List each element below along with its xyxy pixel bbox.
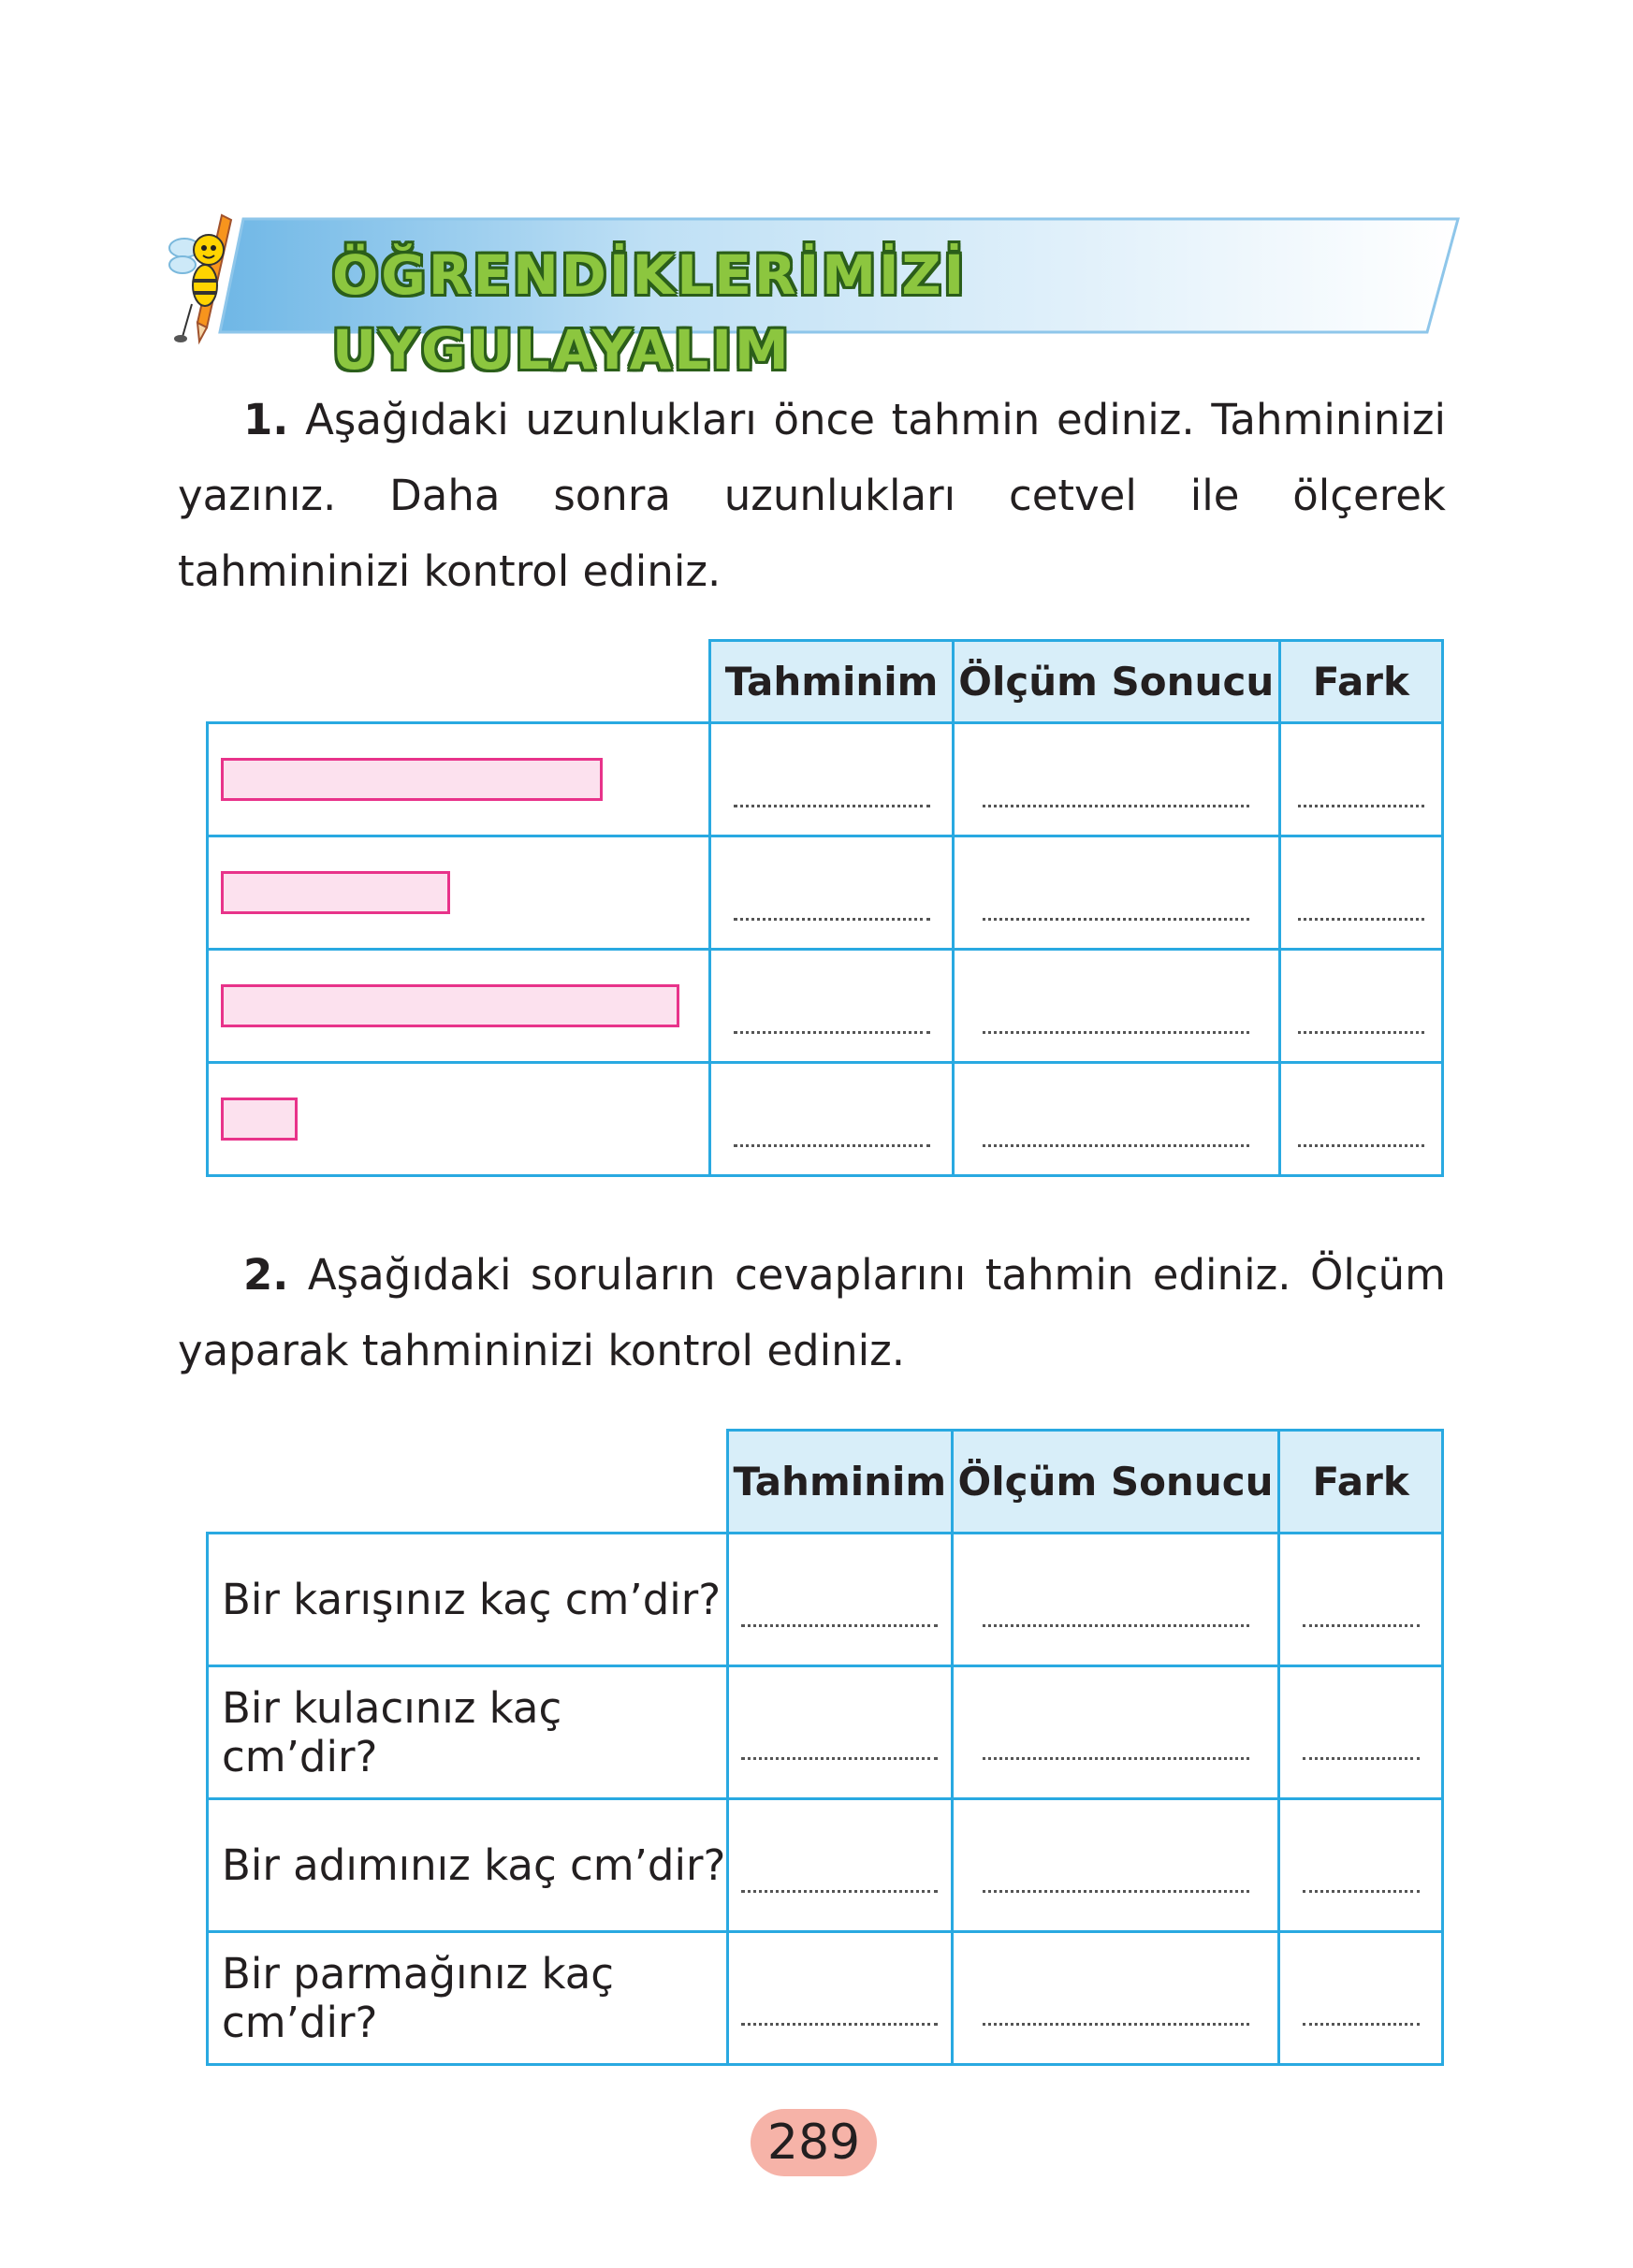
bar-cell — [208, 1063, 710, 1176]
measurement-blank[interactable] — [952, 1932, 1279, 2065]
table-corner — [208, 641, 710, 723]
bar-cell — [208, 836, 710, 950]
question-cell: Bir kulacınız kaç cm’dir? — [208, 1666, 728, 1799]
estimate-blank[interactable] — [727, 1932, 952, 2065]
body-measurement-table — [206, 1429, 1444, 2066]
difference-blank[interactable] — [1279, 1799, 1443, 1932]
difference-blank[interactable] — [1279, 1932, 1443, 2065]
column-header-estimate: Tahminim — [727, 1431, 952, 1534]
exercise-1-text: Aşağıdaki uzunlukları önce tahmin ediniz. Tahmininizi yazınız. Daha sonra uzunlukları cetvel ile ölçerek tahmininizi kontrol ediniz. — [178, 395, 1446, 596]
length-bar — [221, 1098, 298, 1141]
measurement-blank[interactable] — [953, 950, 1279, 1063]
length-bar — [221, 758, 603, 801]
section-title: ÖĞRENDİKLERİMİZİ UYGULAYALIM — [332, 243, 968, 382]
bar-cell — [208, 950, 710, 1063]
estimate-blank[interactable] — [710, 723, 953, 836]
table-row — [208, 1932, 1443, 2065]
measurement-blank[interactable] — [952, 1534, 1279, 1666]
page-number: 289 — [751, 2109, 877, 2176]
table-row — [208, 1799, 1443, 1932]
column-header-estimate: Tahminim — [710, 641, 953, 723]
measurement-blank[interactable] — [953, 1063, 1279, 1176]
exercise-2-instructions — [178, 1237, 1446, 1388]
difference-blank[interactable] — [1279, 836, 1442, 950]
measurement-blank[interactable] — [952, 1799, 1279, 1932]
length-estimation-table — [206, 639, 1444, 1177]
estimate-blank[interactable] — [727, 1534, 952, 1666]
table-corner — [208, 1431, 728, 1534]
column-header-difference: Fark — [1279, 641, 1442, 723]
difference-blank[interactable] — [1279, 950, 1442, 1063]
column-header-difference: Fark — [1279, 1431, 1443, 1534]
bar-cell — [208, 723, 710, 836]
measurement-blank[interactable] — [953, 723, 1279, 836]
column-header-measurement: Ölçüm Sonucu — [953, 641, 1279, 723]
difference-blank[interactable] — [1279, 1534, 1443, 1666]
estimate-blank[interactable] — [710, 836, 953, 950]
length-bar — [221, 984, 679, 1027]
difference-blank[interactable] — [1279, 723, 1442, 836]
section-banner — [178, 217, 1460, 382]
exercise-1-instructions — [178, 382, 1446, 609]
question-cell: Bir parmağınız kaç cm’dir? — [208, 1932, 728, 2065]
table-row — [208, 1666, 1443, 1799]
question-cell: Bir karışınız kaç cm’dir? — [208, 1534, 728, 1666]
question-cell: Bir adımınız kaç cm’dir? — [208, 1799, 728, 1932]
length-bar — [221, 871, 450, 914]
exercise-2-text: Aşağıdaki soruların cevaplarını tahmin ediniz. Ölçüm yaparak tahmininizi kontrol ediniz. — [178, 1250, 1446, 1375]
difference-blank[interactable] — [1279, 1666, 1443, 1799]
difference-blank[interactable] — [1279, 1063, 1442, 1176]
column-header-measurement: Ölçüm Sonucu — [952, 1431, 1279, 1534]
table-row — [208, 723, 1443, 836]
table-row — [208, 1534, 1443, 1666]
measurement-blank[interactable] — [952, 1666, 1279, 1799]
table-row — [208, 950, 1443, 1063]
estimate-blank[interactable] — [727, 1799, 952, 1932]
exercise-2-number: 2. — [243, 1250, 289, 1300]
estimate-blank[interactable] — [710, 950, 953, 1063]
bee-pencil-icon — [164, 211, 257, 351]
exercise-1-number: 1. — [243, 395, 289, 444]
measurement-blank[interactable] — [953, 836, 1279, 950]
estimate-blank[interactable] — [710, 1063, 953, 1176]
table-row — [208, 1063, 1443, 1176]
estimate-blank[interactable] — [727, 1666, 952, 1799]
table-row — [208, 836, 1443, 950]
